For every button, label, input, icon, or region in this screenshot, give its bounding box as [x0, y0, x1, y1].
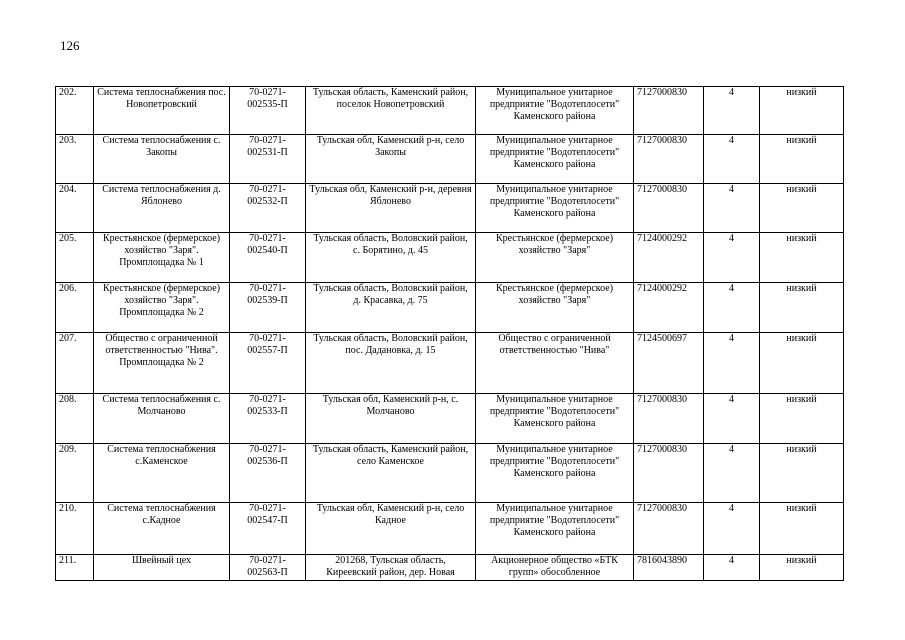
object-code: 70-0271-002540-П — [230, 233, 306, 283]
operator-name: Муниципальное унитарное предприятие "Водотеплосети" Каменского района — [476, 135, 634, 184]
object-address: Тульская область, Воловский район, д. Красавка, д. 75 — [306, 283, 476, 333]
table-row — [56, 233, 844, 283]
registry-table — [55, 86, 844, 581]
risk-level: низкий — [760, 233, 844, 283]
table-row — [56, 283, 844, 333]
object-address: 201268, Тульская область, Киреевский район, дер. Новая — [306, 555, 476, 581]
row-number: 202. — [56, 87, 94, 135]
operator-name: Акционерное общество «БТК групп» обособленное — [476, 555, 634, 581]
operator-name: Муниципальное унитарное предприятие "Водотеплосети" Каменского района — [476, 87, 634, 135]
object-address: Тульская обл, Каменский р-н, деревня Яблонево — [306, 184, 476, 233]
operator-name: Муниципальное унитарное предприятие "Водотеплосети" Каменского района — [476, 184, 634, 233]
operator-inn: 7127000830 — [634, 87, 704, 135]
object-code: 70-0271-002532-П — [230, 184, 306, 233]
row-number: 203. — [56, 135, 94, 184]
object-code: 70-0271-002533-П — [230, 394, 306, 444]
table-row — [56, 87, 844, 135]
table-row — [56, 503, 844, 555]
object-name: Система теплоснабжения с.Кадное — [94, 503, 230, 555]
object-address: Тульская обл, Каменский р-н, с. Молчаново — [306, 394, 476, 444]
row-number: 210. — [56, 503, 94, 555]
operator-name: Крестьянское (фермерское) хозяйство "Заря" — [476, 233, 634, 283]
operator-name: Крестьянское (фермерское) хозяйство "Заря" — [476, 283, 634, 333]
operator-inn: 7127000830 — [634, 135, 704, 184]
object-name: Система теплоснабжения с.Каменское — [94, 444, 230, 503]
page-number: 126 — [60, 38, 80, 53]
object-category: 4 — [704, 444, 760, 503]
object-category: 4 — [704, 233, 760, 283]
risk-level: низкий — [760, 503, 844, 555]
object-name: Система теплоснабжения с. Молчаново — [94, 394, 230, 444]
object-code: 70-0271-002547-П — [230, 503, 306, 555]
operator-inn: 7127000830 — [634, 394, 704, 444]
object-category: 4 — [704, 135, 760, 184]
object-category: 4 — [704, 503, 760, 555]
operator-inn: 7127000830 — [634, 444, 704, 503]
operator-name: Муниципальное унитарное предприятие "Водотеплосети" Каменского района — [476, 503, 634, 555]
operator-inn: 7124000292 — [634, 283, 704, 333]
risk-level: низкий — [760, 184, 844, 233]
operator-name: Муниципальное унитарное предприятие "Водотеплосети" Каменского района — [476, 394, 634, 444]
row-number: 204. — [56, 184, 94, 233]
row-number: 205. — [56, 233, 94, 283]
object-address: Тульская область, Каменский район, село Каменское — [306, 444, 476, 503]
object-code: 70-0271-002535-П — [230, 87, 306, 135]
table-row — [56, 135, 844, 184]
object-address: Тульская область, Воловский район, с. Борятино, д. 45 — [306, 233, 476, 283]
operator-name: Муниципальное унитарное предприятие "Водотеплосети" Каменского района — [476, 444, 634, 503]
risk-level: низкий — [760, 135, 844, 184]
registry-body — [56, 87, 844, 581]
object-name: Система теплоснабжения пос. Новопетровский — [94, 87, 230, 135]
risk-level: низкий — [760, 87, 844, 135]
object-category: 4 — [704, 394, 760, 444]
row-number: 208. — [56, 394, 94, 444]
table-row — [56, 184, 844, 233]
object-category: 4 — [704, 333, 760, 394]
object-name: Система теплоснабжения с. Закопы — [94, 135, 230, 184]
object-name: Крестьянское (фермерское) хозяйство "Заря". Промплощадка № 1 — [94, 233, 230, 283]
object-category: 4 — [704, 87, 760, 135]
object-address: Тульская обл, Каменский р-н, село Закопы — [306, 135, 476, 184]
risk-level: низкий — [760, 444, 844, 503]
object-code: 70-0271-002557-П — [230, 333, 306, 394]
table-row — [56, 333, 844, 394]
object-name: Швейный цех — [94, 555, 230, 581]
row-number: 207. — [56, 333, 94, 394]
row-number: 211. — [56, 555, 94, 581]
table-row — [56, 394, 844, 444]
object-code: 70-0271-002563-П — [230, 555, 306, 581]
object-name: Система теплоснабжения д. Яблонево — [94, 184, 230, 233]
object-code: 70-0271-002531-П — [230, 135, 306, 184]
object-category: 4 — [704, 555, 760, 581]
row-number: 206. — [56, 283, 94, 333]
risk-level: низкий — [760, 555, 844, 581]
object-address: Тульская обл, Каменский р-н, село Кадное — [306, 503, 476, 555]
operator-inn: 7124000292 — [634, 233, 704, 283]
object-code: 70-0271-002536-П — [230, 444, 306, 503]
object-category: 4 — [704, 184, 760, 233]
object-name: Крестьянское (фермерское) хозяйство "Заря". Промплощадка № 2 — [94, 283, 230, 333]
risk-level: низкий — [760, 394, 844, 444]
operator-inn: 7124500697 — [634, 333, 704, 394]
risk-level: низкий — [760, 333, 844, 394]
row-number: 209. — [56, 444, 94, 503]
operator-inn: 7127000830 — [634, 184, 704, 233]
object-code: 70-0271-002539-П — [230, 283, 306, 333]
operator-inn: 7127000830 — [634, 503, 704, 555]
operator-name: Общество с ограниченной ответственностью "Нива" — [476, 333, 634, 394]
table-row — [56, 444, 844, 503]
object-address: Тульская область, Воловский район, пос. Дадановка, д. 15 — [306, 333, 476, 394]
table-row — [56, 555, 844, 581]
object-address: Тульская область, Каменский район, поселок Новопетровский — [306, 87, 476, 135]
object-name: Общество с ограниченной ответственностью "Нива". Промплощадка № 2 — [94, 333, 230, 394]
operator-inn: 7816043890 — [634, 555, 704, 581]
object-category: 4 — [704, 283, 760, 333]
risk-level: низкий — [760, 283, 844, 333]
